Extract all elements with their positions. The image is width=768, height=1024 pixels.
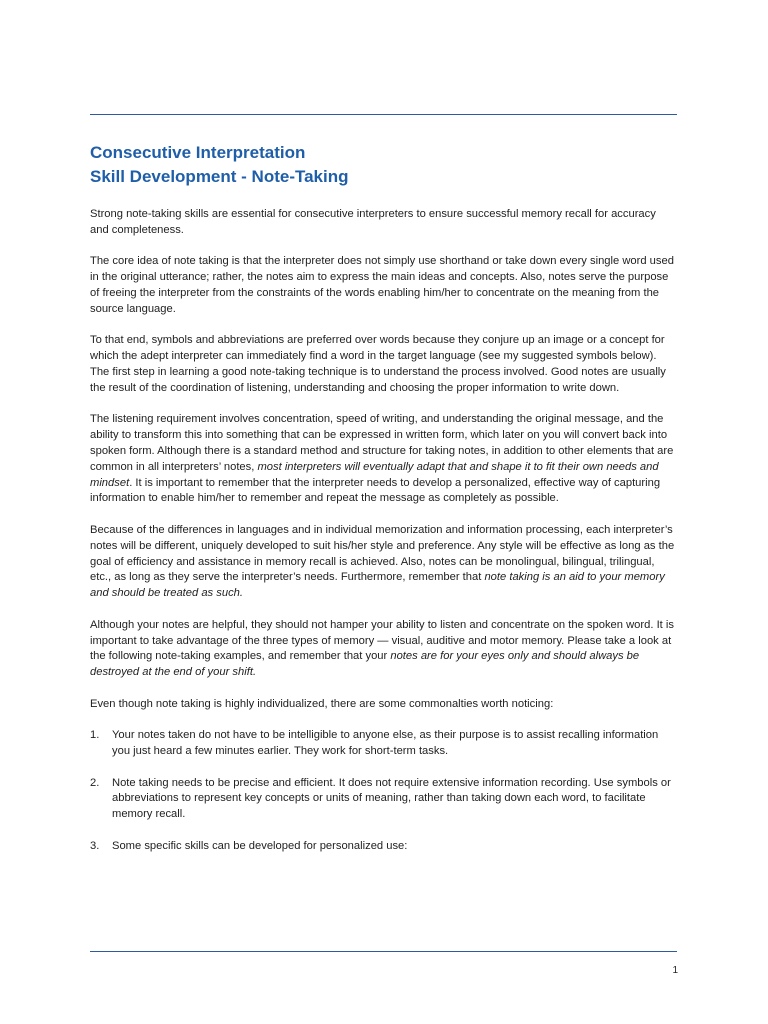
paragraph-4: [90, 412, 677, 507]
title-line-1: Consecutive Interpretation: [90, 143, 306, 162]
document-body: [90, 207, 677, 870]
paragraph-2: The core idea of note taking is that the interpreter does not simply use shorthand or take down every single word used in the original utterance; rather, the notes aim to express the main ideas and concepts. Also, notes serve the purpose of freeing the interpreter from the constraints of the words enabling him/her to concentrate on the meaning from the source language.: [90, 255, 674, 315]
title-line-2: Skill Development - Note-Taking: [90, 167, 349, 186]
list-item-text: Note taking needs to be precise and efficient. It does not require extensive information recording. Use symbols or abbreviations to represent key concepts or units of meaning, rather than taking down each word, to facilitate memory recall.: [112, 776, 671, 821]
footer-rule: [90, 951, 677, 952]
paragraph-1: Strong note-taking skills are essential for consecutive interpreters to ensure successful memory recall for accuracy and completeness.: [90, 208, 656, 236]
document-title: [90, 141, 677, 189]
list-item: [90, 839, 677, 855]
list-item-number: 3.: [90, 839, 100, 852]
paragraph-7: Even though note taking is highly individualized, there are some commonalties worth noticing:: [90, 697, 554, 710]
list-item-text: Some specific skills can be developed for personalized use:: [112, 839, 408, 852]
paragraph-4-text-b: . It is important to remember that the interpreter needs to develop a personalized, effective way of capturing information to enable him/her to remember and repeat the message as completely as possible.: [90, 476, 661, 505]
list-item: [90, 776, 677, 823]
paragraph-6-emphasis: notes are for your eyes only and should always be destroyed at the end of your shift.: [90, 650, 640, 679]
paragraph-3: To that end, symbols and abbreviations are preferred over words because they conjure up an image or a concept for which the adept interpreter can immediately find a word in the target language (see my suggested symbols below). The first step in learning a good note-taking technique is to understand the process involved. Good notes are usually the result of the coordination of listening, understanding and choosing the proper information to write down.: [90, 334, 666, 394]
paragraph-5-emphasis: note taking is an aid to your memory and should be treated as such.: [90, 571, 665, 600]
list-item-text: Your notes taken do not have to be intelligible to anyone else, as their purpose is to assist recalling information you just heard a few minutes earlier. They work for short-term tasks.: [112, 729, 659, 758]
paragraph-6: [90, 618, 677, 681]
paragraph-5: [90, 523, 677, 602]
header-rule: [90, 114, 677, 115]
page-number: 1: [672, 965, 678, 976]
list-item-number: 1.: [90, 729, 100, 742]
list-item-number: 2.: [90, 776, 100, 789]
paragraph-6-text-a: Although your notes are helpful, they should not hamper your ability to listen and concentrate on the spoken word. It is important to take advantage of the three types of memory — visual, auditive and motor memory. Please take a look at the following note-taking examples, and remember that your: [90, 618, 674, 663]
paragraph-5-text-a: Because of the differences in languages and in individual memorization and information processing, each interpreter’s notes will be different, uniquely developed to suit his/her style and preference. Any style will be effective as long as the goal of efficiency and assistance in memory recall is achieved. Also, notes can be monolingual, bilingual, trilingual, etc., as long as they serve the interpreter’s needs. Furthermore, remember that: [90, 523, 675, 584]
paragraph-4-emphasis: most interpreters will eventually adapt that and shape it to fit their own needs and mindset: [90, 460, 659, 489]
paragraph-4-text-a: The listening requirement involves concentration, speed of writing, and understanding the original message, and the ability to transform this into something that can be expressed in written form, which later on you will convert back into spoken form. Although there is a standard method and structure for taking notes, in addition to other elements that are common in all interpreters’ notes,: [90, 413, 674, 473]
numbered-list: [90, 728, 677, 854]
list-item: [90, 728, 677, 760]
